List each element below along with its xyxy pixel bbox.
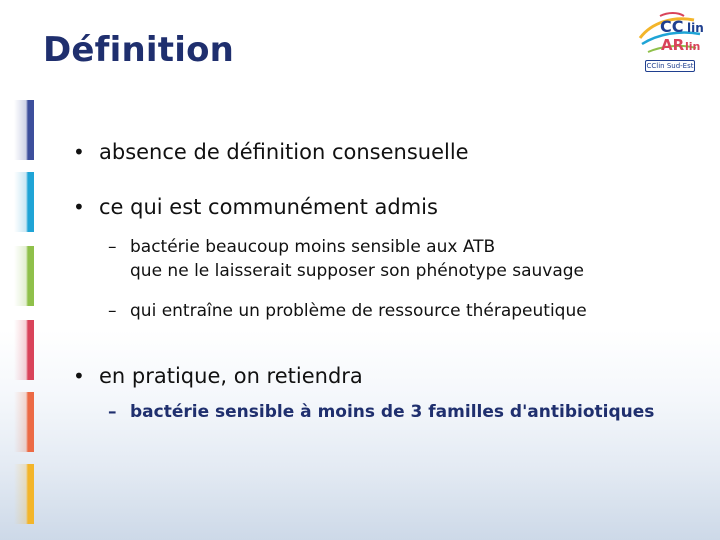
slide-title: Définition [43, 30, 235, 70]
sub-bullet-item-emphasis [108, 400, 655, 424]
bullet-dot: • [73, 195, 85, 219]
sub-bullet-dash: – [108, 237, 117, 257]
bullet-dot: • [73, 364, 85, 388]
bullet-dot: • [73, 140, 85, 164]
sub-bullet-item [108, 235, 585, 283]
logo-caption: CClin Sud-Est [646, 62, 694, 70]
sub-bullet-text-line2: que ne le laisserait supposer son phénotype sauvage [130, 261, 585, 281]
sub-bullet-text-line1: bactérie beaucoup moins sensible aux ATB [130, 237, 496, 257]
bullet-text: en pratique, on retiendra [99, 364, 363, 388]
svg-text:CC: CC [660, 17, 684, 36]
sub-bullet-text: bactérie sensible à moins de 3 familles d'antibiotiques [130, 402, 655, 422]
svg-text:lin: lin [687, 21, 704, 35]
bullet-item [73, 364, 363, 388]
svg-text:AR: AR [661, 36, 685, 54]
sub-bullet-dash: – [108, 301, 117, 321]
sub-bullet-text: qui entraîne un problème de ressource thérapeutique [130, 301, 587, 321]
svg-text:lin: lin [685, 40, 701, 53]
sub-bullet-item [108, 299, 587, 323]
bullet-text: absence de définition consensuelle [99, 140, 469, 164]
bullet-item [73, 195, 438, 219]
bullet-item [73, 140, 469, 164]
sub-bullet-dash: – [108, 402, 117, 422]
bullet-text: ce qui est communément admis [99, 195, 438, 219]
